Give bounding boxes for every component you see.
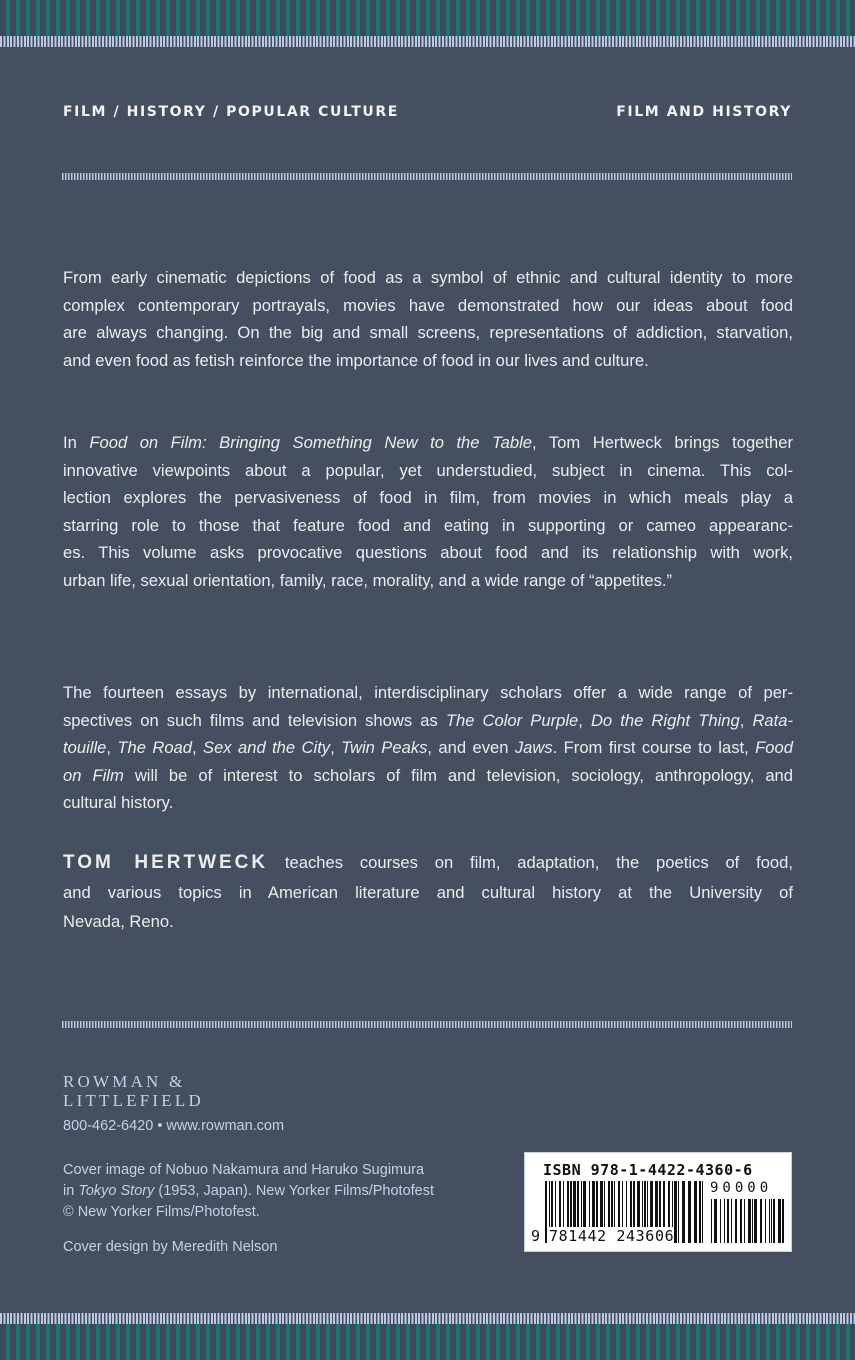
price-bar	[735, 1199, 737, 1243]
text-line	[63, 707, 793, 735]
barcode-bar	[674, 1181, 677, 1243]
price-bar	[724, 1199, 725, 1243]
italic-title: touille	[63, 738, 107, 758]
text-segment: The fourteen essays by international, interdisciplinary scholars offer a wide range of per-	[63, 683, 793, 702]
text-line	[63, 347, 793, 375]
barcode-bar	[678, 1181, 679, 1243]
text-segment: are always changing. On the big and small screens, representations of addiction, starvation,	[63, 323, 793, 343]
publisher-line1: ROWMAN &	[63, 1072, 186, 1091]
text-segment: starring role to those that feature food and eating in supporting or cameo appearanc-	[63, 515, 793, 535]
price-bar	[765, 1199, 766, 1243]
text-segment: innovative viewpoints about a popular, yet understudied, subject in cinema. This col-	[63, 460, 793, 480]
italic-title: Rata-	[752, 710, 794, 730]
price-bar	[778, 1199, 781, 1243]
italic-title: The Color Purple	[445, 710, 579, 730]
price-bar	[769, 1199, 770, 1243]
film-title: Tokyo Story	[78, 1183, 155, 1199]
text-segment: ,	[192, 738, 204, 758]
ean-first-digit: 9	[531, 1227, 541, 1245]
price-bar	[748, 1199, 751, 1243]
price-bar	[752, 1199, 753, 1243]
text-segment: spectives on such films and television shows as	[63, 710, 446, 730]
bottom-teal-stripe	[0, 1324, 855, 1360]
text-segment: ,	[106, 738, 118, 758]
price-bar	[720, 1199, 721, 1243]
credit-text: (1953, Japan). New Yorker Films/Photofest	[154, 1183, 435, 1199]
text-segment: es. This volume asks provocative questions about food and its relationship with work,	[63, 543, 793, 563]
text-segment: lection explores the pervasiveness of food in film, from movies in which meals play a	[63, 488, 793, 508]
text-line	[63, 878, 793, 908]
text-line	[63, 848, 793, 878]
text-line	[63, 679, 793, 707]
text-segment: teaches courses on film, adaptation, the poetics of food,	[268, 853, 793, 872]
barcode-bar	[702, 1181, 703, 1243]
text-segment: ,	[330, 738, 342, 758]
bottom-divider	[62, 1021, 792, 1028]
price-bar	[727, 1199, 729, 1243]
barcode-bar	[699, 1181, 701, 1243]
text-segment: complex contemporary portrayals, movies have demonstrated how our ideas about food	[63, 295, 793, 315]
text-segment: ,	[739, 710, 753, 730]
text-segment: and various topics in American literature and cultural history at the University of	[63, 882, 793, 902]
text-line	[63, 292, 793, 320]
price-bar	[731, 1199, 732, 1243]
text-segment: , Tom Hertweck brings together	[532, 433, 793, 452]
text-segment: cultural history.	[63, 793, 174, 813]
italic-title: Food	[755, 738, 793, 758]
text-line	[63, 789, 793, 817]
text-line	[63, 429, 793, 457]
price-code: 90000	[710, 1180, 773, 1196]
barcode-bar	[682, 1181, 685, 1243]
text-segment: ,	[578, 710, 591, 730]
italic-title: Sex and the City	[203, 738, 331, 758]
isbn-barcode	[524, 1152, 792, 1252]
author-name: TOM HERTWECK	[63, 852, 269, 873]
paragraph	[63, 429, 793, 595]
text-segment: In	[63, 433, 90, 452]
italic-title: Food on Film: Bringing Something New to the Table	[89, 433, 533, 452]
credit-line1: Cover image of Nobuo Nakamura and Haruko Sugimura	[63, 1162, 425, 1178]
price-bar	[782, 1199, 784, 1243]
credit-line3: © New Yorker Films/Photofest.	[63, 1204, 260, 1220]
price-bar	[773, 1199, 775, 1243]
text-segment: From early cinematic depictions of food as a symbol of ethnic and cultural identity to more	[63, 268, 793, 287]
top-divider	[62, 173, 792, 180]
text-segment: . From first course to last,	[552, 738, 756, 758]
text-segment: Nevada, Reno.	[63, 912, 174, 931]
text-line	[63, 907, 793, 937]
price-bar	[771, 1199, 772, 1243]
price-bar	[714, 1199, 717, 1243]
text-line	[63, 512, 793, 540]
price-bar	[760, 1199, 762, 1243]
text-line	[63, 567, 793, 595]
italic-title: on Film	[63, 765, 124, 785]
paragraph	[63, 264, 793, 374]
category-label: FILM / HISTORY / POPULAR CULTURE	[63, 104, 399, 120]
italic-title: The Road	[117, 738, 193, 758]
publisher-logo	[63, 1072, 204, 1110]
italic-title: Jaws	[514, 738, 553, 758]
credit-text: in	[63, 1183, 79, 1199]
italic-title: Twin Peaks	[341, 738, 428, 758]
text-line	[63, 457, 793, 485]
price-bar	[711, 1199, 712, 1243]
text-segment: and even food as fetish reinforce the importance of food in our lives and culture.	[63, 350, 649, 370]
barcode-bar	[545, 1181, 547, 1243]
text-segment: will be of interest to scholars of film and television, sociology, anthropology, and	[123, 765, 793, 785]
text-segment: urban life, sexual orientation, family, race, morality, and a wide range of “appetites.”	[63, 570, 673, 590]
top-light-stripe	[0, 36, 855, 47]
isbn-text: ISBN 978-1-4422-4360-6	[543, 1161, 753, 1179]
cover-credits	[63, 1160, 434, 1223]
credit-line2	[63, 1181, 434, 1202]
italic-title: Do the Right Thing	[590, 710, 740, 730]
text-segment: , and even	[427, 738, 515, 758]
paragraph	[63, 679, 793, 817]
text-line	[63, 264, 793, 292]
author-bio	[63, 848, 793, 937]
text-line	[63, 539, 793, 567]
price-bar	[744, 1199, 745, 1243]
barcode-bar	[688, 1181, 691, 1243]
design-credit: Cover design by Meredith Nelson	[63, 1239, 278, 1255]
text-line	[63, 734, 793, 762]
publisher-contact: 800-462-6420 • www.rowman.com	[63, 1118, 285, 1134]
price-bar	[740, 1199, 742, 1243]
text-line	[63, 762, 793, 790]
series-label: FILM AND HISTORY	[616, 104, 792, 120]
bottom-light-stripe	[0, 1313, 855, 1324]
top-teal-stripe	[0, 0, 855, 36]
price-bar	[754, 1199, 757, 1243]
barcode-bar	[694, 1181, 697, 1243]
text-line	[63, 319, 793, 347]
text-line	[63, 484, 793, 512]
publisher-line2: LITTLEFIELD	[63, 1091, 204, 1110]
ean-digits: 781442 243606	[549, 1227, 675, 1245]
